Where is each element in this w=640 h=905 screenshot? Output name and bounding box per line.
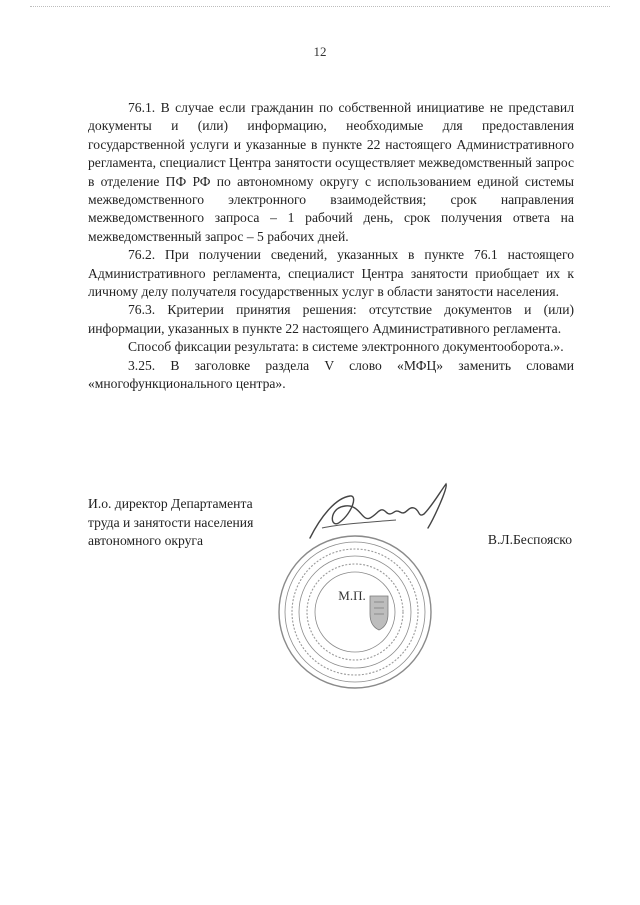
stamp-ring-3 bbox=[299, 556, 411, 668]
paragraph-76-1: 76.1. В случае если гражданин по собственной инициативе не представил документы и (или) информацию, необходимые для предоставления государственной услуги и указанные в пункте 22 настоящего Административного регламента, специалист Центра занятости осуществляет межведомственный запрос в отделение ПФ РФ по автономному округу с использованием единой системы межведомственного электронного взаимодействия; срок направления межведомственного запроса – 1 рабочий день, срок получения ответа на межведомственный запрос – 5 рабочих дней. bbox=[88, 100, 574, 244]
handwritten-signature bbox=[300, 478, 460, 548]
coat-of-arms-icon bbox=[370, 596, 388, 630]
paragraph-76-3: 76.3. Критерии принятия решения: отсутствие документов и (или) информации, указанных в пункте 22 настоящего Административного регламента. bbox=[88, 302, 574, 336]
signatory-name: В.Л.Беспояско bbox=[487, 532, 572, 547]
paragraph-76-2: 76.2. При получении сведений, указанных в пункте 76.1 настоящего Административного регламента, специалист Центра занятости приобщает их к личному делу получателя государственных услуг в области занятости населения. bbox=[88, 247, 574, 300]
scan-edge-line bbox=[30, 6, 610, 7]
signatory-title-line2: труда и занятости населения bbox=[88, 514, 254, 530]
signatory-title-line3: автономного округа bbox=[88, 533, 204, 549]
paragraph-3-25: 3.25. В заголовке раздела V слово «МФЦ» заменить словами «многофункционального центра». bbox=[88, 357, 574, 392]
stamp-mp-label: М.П. bbox=[338, 588, 366, 603]
stamp-outer-ring bbox=[279, 536, 431, 688]
signatory-title-line1: И.о. директор Департамента bbox=[88, 496, 253, 511]
signatory-block bbox=[88, 495, 253, 551]
page-number: 12 bbox=[313, 44, 327, 59]
stamp-ring-2 bbox=[285, 542, 425, 682]
document-body bbox=[88, 99, 574, 394]
paragraph-result-fixation: Способ фиксации результата: в системе электронного документооборота.». bbox=[128, 339, 564, 355]
